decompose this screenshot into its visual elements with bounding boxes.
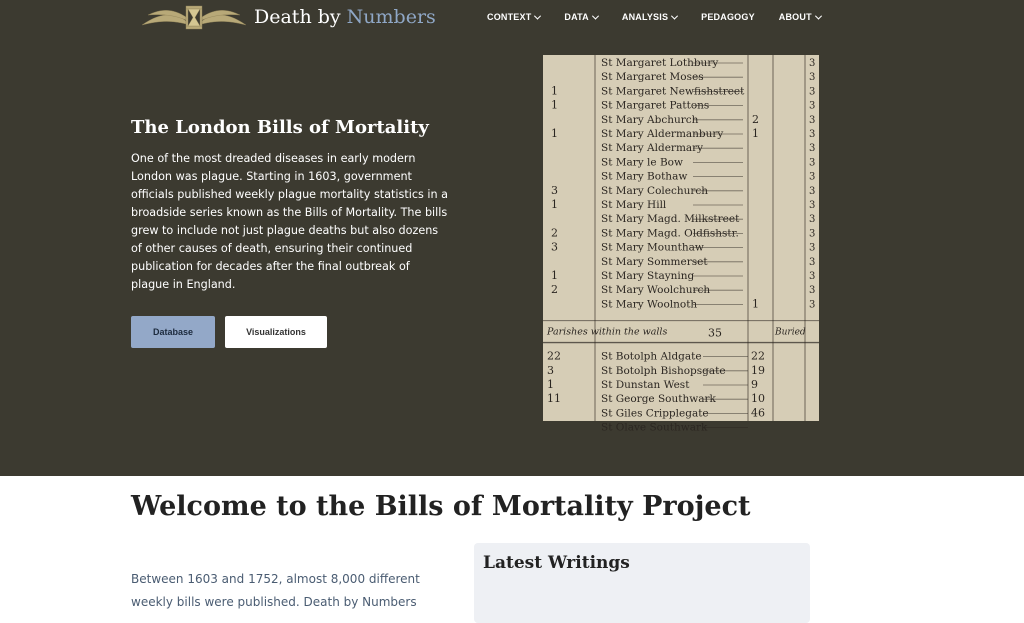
winged-hourglass-logo-icon[interactable]	[140, 3, 248, 31]
edge-glyph: 3	[809, 100, 816, 112]
parish-name: St Mary Woolchurch	[601, 284, 711, 297]
parish-name: St Margaret Lothbury	[601, 57, 719, 69]
row-left-count: 1	[551, 198, 558, 211]
bill-of-mortality-image	[543, 55, 819, 434]
chevron-down-icon	[671, 12, 678, 19]
chevron-down-icon	[534, 12, 541, 19]
parish-name: St George Southwark	[601, 393, 716, 406]
parish-name: St Mary Aldermanbury	[601, 128, 724, 140]
edge-glyph: 3	[809, 171, 816, 183]
parish-name: St Giles Cripplegate	[601, 407, 709, 420]
parish-name: St Mary Hill	[601, 199, 667, 211]
nav-item-label: CONTEXT	[487, 12, 532, 22]
edge-glyph: 3	[809, 228, 816, 240]
nav-item-label: DATA	[564, 12, 589, 22]
manuscript-scan-graphic	[543, 55, 819, 434]
parish-name: St Mary Aldermary	[601, 142, 704, 155]
row-right-count: 46	[751, 406, 765, 420]
latest-writings-title: Latest Writings	[483, 553, 630, 573]
row-right-count: 19	[751, 363, 765, 377]
hero-paragraph: One of the most dreaded diseases in early modern London was plague. Starting in 1603, government officials published weekly plague mortality statistics in a broadside series known as the Bills of Mortality. The bills grew to include not just plague deaths but also dozens of other causes of death, ensuring their continued publication for decades after the final outbreak of plague in England.	[131, 152, 449, 291]
divider-number: 35	[708, 326, 722, 340]
row-left-count: 1	[547, 378, 554, 391]
hero-title: The London Bills of Mortality	[131, 117, 429, 138]
row-left-count: 1	[551, 269, 558, 282]
edge-glyph: 3	[809, 129, 816, 140]
brand-name-part1: Death by	[254, 6, 341, 28]
visualizations-button[interactable]: Visualizations	[225, 316, 327, 348]
edge-glyph: 3	[809, 256, 816, 268]
row-left-count: 3	[551, 240, 558, 254]
row-right-count: 1	[752, 297, 759, 311]
parish-name: St Margaret Newfishstreet	[601, 85, 745, 98]
chevron-down-icon	[815, 12, 822, 19]
row-right-count: 1	[752, 127, 759, 140]
edge-glyph: 3	[809, 214, 816, 226]
parish-name: St Botolph Bishopsgate	[601, 364, 726, 377]
parish-name: St Mary Abchurch	[601, 113, 699, 126]
database-button[interactable]: Database	[131, 316, 215, 348]
parish-name: St Mary Magd. Oldfishstr.	[601, 227, 739, 240]
row-left-count: 1	[551, 84, 558, 98]
row-left-count: 1	[551, 127, 558, 140]
brand-name-part2: Numbers	[346, 6, 436, 28]
divider-text: Parishes within the walls	[547, 326, 668, 338]
row-left-count: 3	[547, 363, 554, 377]
nav-item-label: PEDAGOGY	[701, 12, 755, 22]
latest-writings-panel	[474, 543, 810, 623]
chevron-down-icon	[592, 12, 599, 19]
parish-name: St Mary Mounthaw	[601, 241, 704, 254]
edge-glyph: 3	[809, 143, 816, 155]
row-left-count: 11	[547, 392, 561, 406]
edge-glyph: 3	[809, 200, 816, 211]
row-right-count: 2	[752, 112, 759, 126]
site-brand-title[interactable]	[254, 6, 436, 28]
edge-glyph: 3	[809, 157, 816, 169]
parish-name: St Mary Magd. Milkstreet	[601, 213, 740, 226]
row-left-count: 2	[551, 226, 558, 240]
main-menu	[487, 12, 821, 22]
edge-glyph: 3	[809, 299, 816, 311]
row-left-count: 22	[547, 349, 561, 363]
nav-item-context[interactable]	[487, 12, 540, 22]
edge-glyph: 3	[809, 185, 816, 197]
nav-item-pedagogy[interactable]	[701, 12, 755, 22]
nav-item-analysis[interactable]	[622, 12, 677, 22]
parish-name: St Mary Stayning	[601, 270, 695, 282]
edge-glyph: 3	[809, 271, 816, 282]
row-right-count: 10	[751, 392, 765, 406]
row-left-count: 2	[551, 283, 558, 297]
edge-glyph: 3	[809, 86, 816, 98]
row-right-count: 22	[751, 349, 765, 363]
row-left-count: 3	[551, 183, 558, 197]
top-navbar	[0, 0, 1024, 36]
row-right-count: 9	[751, 378, 758, 391]
nav-item-label: ABOUT	[778, 12, 812, 22]
parish-name: St Mary Woolnoth	[601, 298, 698, 311]
parish-name: St Margaret Pattons	[601, 99, 710, 112]
divider-right-label: Buried	[775, 327, 806, 338]
intro-paragraph: Between 1603 and 1752, almost 8,000 different weekly bills were published. Death by Numbers	[131, 572, 420, 609]
parish-name: St Mary Colechurch	[601, 184, 709, 197]
nav-item-data[interactable]	[564, 12, 597, 22]
parish-name: St Mary Sommerset	[601, 255, 708, 268]
parish-name: St Margaret Moses	[601, 71, 704, 84]
edge-glyph: 3	[809, 114, 816, 126]
edge-glyph: 3	[809, 285, 816, 297]
parish-name: St Mary Bothaw	[601, 170, 688, 183]
parish-name: St Olave Southwark	[601, 421, 708, 434]
welcome-heading: Welcome to the Bills of Mortality Project	[131, 491, 751, 522]
parish-name: St Mary le Bow	[601, 156, 683, 169]
edge-glyph: 3	[809, 242, 816, 254]
parish-name: St Botolph Aldgate	[601, 350, 702, 363]
parish-name: St Dunstan West	[601, 379, 690, 391]
nav-item-about[interactable]	[779, 12, 821, 22]
nav-item-label: ANALYSIS	[621, 12, 669, 22]
edge-glyph: 3	[809, 58, 816, 69]
edge-glyph: 3	[809, 72, 816, 84]
row-left-count: 1	[551, 98, 558, 112]
